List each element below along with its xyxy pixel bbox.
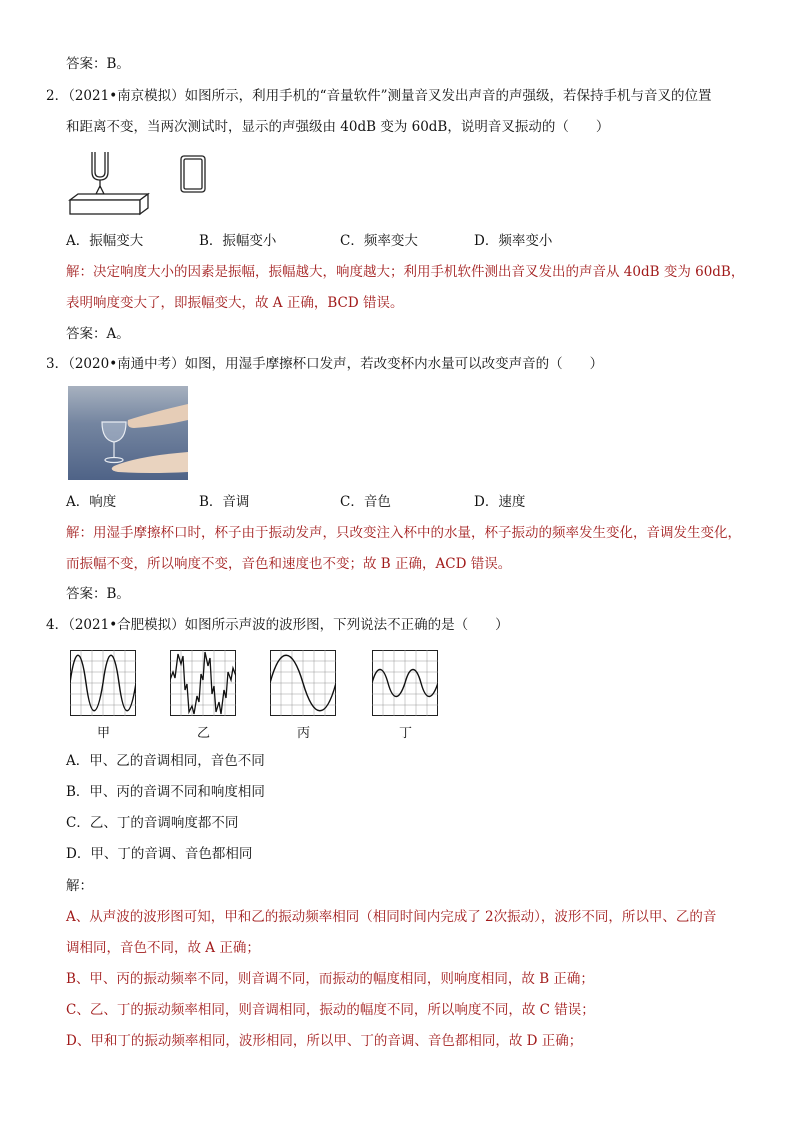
q4-solution-a-line2: 调相同，音色不同，故 A 正确； xyxy=(66,940,260,956)
q2-options xyxy=(66,231,726,251)
waveform-ding xyxy=(372,650,438,716)
q3-solution-line2: 而振幅不变，所以响度不变，音色和速度也不变；故 B 正确，ACD 错误。 xyxy=(66,556,512,572)
q3-stem xyxy=(46,354,603,374)
q3-option-a[interactable]: A．响度 xyxy=(66,494,117,510)
waveform-label-jia: 甲 xyxy=(97,726,111,741)
q4-option-a[interactable]: A．甲、乙的音调相同，音色不同 xyxy=(66,753,265,769)
q2-solution-line2: 表明响度变大了，即振幅变大，故 A 正确，BCD 错误。 xyxy=(66,295,404,311)
waveform-yi xyxy=(170,650,236,716)
q4-solution-head: 解： xyxy=(66,878,93,894)
q4-option-c[interactable]: C．乙、丁的音调响度都不同 xyxy=(66,815,239,831)
q3-option-c[interactable]: C．音色 xyxy=(340,494,391,510)
q3-number: 3． xyxy=(46,356,69,372)
q4-solution-d: D、甲和丁的振动频率相同，波形相同，所以甲、丁的音调、音色都相同，故 D 正确； xyxy=(66,1033,583,1049)
q4-stem xyxy=(46,615,509,635)
q4-solution-b: B、甲、丙的振动频率不同，则音调不同，而振动的幅度相同，则响度相同，故 B 正确； xyxy=(66,971,594,987)
q2-answer: 答案：A。 xyxy=(66,326,130,342)
q3-answer: 答案：B。 xyxy=(66,586,130,602)
q2-option-d[interactable]: D．频率变小 xyxy=(474,233,553,249)
q4-option-d[interactable]: D．甲、丁的音调、音色都相同 xyxy=(66,846,253,862)
q3-solution-line1: 解：用湿手摩擦杯口时，杯子由于振动发声，只改变注入杯中的水量，杯子振动的频率发生变化，音调发生变化， xyxy=(66,525,741,541)
q4-option-b[interactable]: B．甲、丙的音调不同和响度相同 xyxy=(66,784,265,800)
wet-finger-glass-photo xyxy=(68,386,188,480)
phone-icon xyxy=(181,156,205,192)
q2-solution-line1: 解：决定响度大小的因素是振幅，振幅越大，响度越大；利用手机软件测出音叉发出的声音从 40dB 变为 60dB， xyxy=(66,264,745,280)
q2-stem-text: （2021•南京模拟）如图所示，利用手机的“音量软件”测量音叉发出声音的声强级，若保持手机与音叉的位置 xyxy=(68,88,712,104)
tuning-fork-icon xyxy=(92,152,108,194)
q3-stem-text: （2020•南通中考）如图，用湿手摩擦杯口发声，若改变杯内水量可以改变声音的（ ） xyxy=(68,356,604,372)
q4-solution-a-line1: A、从声波的波形图可知，甲和乙的振动频率相同（相同时间内完成了 2次振动），波形不同，所以甲、乙的音 xyxy=(66,909,717,925)
q2-stem-line1 xyxy=(46,86,711,106)
q3-options xyxy=(66,492,726,512)
waveform-label-yi: 乙 xyxy=(197,726,211,741)
waveform-label-ding: 丁 xyxy=(399,726,413,741)
waveform-bing xyxy=(270,650,336,716)
q2-option-b[interactable]: B．振幅变小 xyxy=(199,233,277,249)
q2-stem-line2: 和距离不变，当两次测试时，显示的声强级由 40dB 变为 60dB，说明音叉振动的（ ） xyxy=(66,119,610,135)
q4-number: 4． xyxy=(46,617,69,633)
q4-solution-c: C、乙、丁的振动频率相同，则音调相同，振动的幅度不同，所以响度不同，故 C 错误； xyxy=(66,1002,595,1018)
q2-option-a[interactable]: A．振幅变大 xyxy=(66,233,144,249)
q4-stem-text: （2021•合肥模拟）如图所示声波的波形图，下列说法不正确的是（ ） xyxy=(68,617,509,633)
wooden-box-icon xyxy=(70,194,148,214)
q1-answer: 答案：B。 xyxy=(66,56,130,72)
q2-option-c[interactable]: C．频率变大 xyxy=(340,233,418,249)
tuning-fork-and-phone-figure xyxy=(68,150,208,218)
q3-option-b[interactable]: B．音调 xyxy=(199,494,250,510)
q2-number: 2． xyxy=(46,88,69,104)
waveform-label-bing: 丙 xyxy=(297,726,311,741)
q3-option-d[interactable]: D．速度 xyxy=(474,494,526,510)
waveform-jia xyxy=(70,650,136,716)
